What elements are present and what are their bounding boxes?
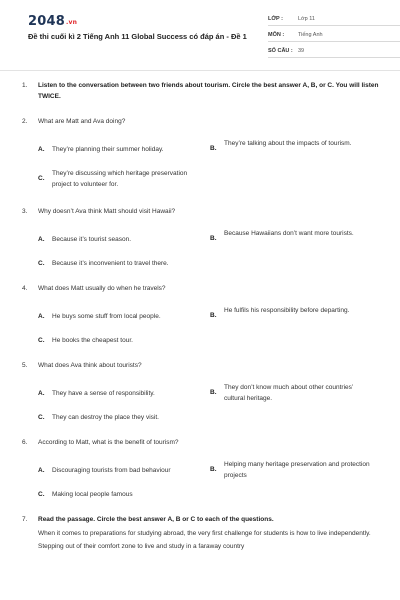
question-number: 6. [22,439,28,446]
question-text: Listen to the conversation between two friends about tourism. Circle the best answer A, B, or C. You will listen TWICE. [38,82,379,100]
meta-key: SỐ CÂU : [268,48,293,54]
option-b[interactable]: B. They don’t know much about other countries’ cultural heritage. [210,384,354,402]
option-a[interactable]: A. Because it’s tourist season. [38,236,132,243]
options-row [38,256,382,283]
site-logo[interactable]: 2048.vn [28,14,78,29]
meta-key: LỚP : [268,16,283,22]
question-number: 3. [22,208,28,215]
question-number: 1. [22,82,28,89]
option-c[interactable]: C. They can destroy the place they visit. [38,414,159,421]
header-divider [0,70,400,71]
options-row [38,136,382,166]
option-a[interactable]: A. They have a sense of responsibility. [38,390,155,397]
option-a[interactable]: A. He buys some stuff from local people. [38,313,161,320]
meta-row-count [268,46,400,58]
option-c[interactable]: C. Making local people famous [38,491,133,498]
question-list [22,80,382,553]
meta-key: MÔN : [268,32,285,38]
question-text: According to Matt, what is the benefit of tourism? [38,439,179,446]
document-header [14,0,386,64]
question-5 [22,360,382,371]
options-row [38,487,382,514]
question-6 [22,437,382,448]
options-row [38,226,382,256]
meta-value: Lớp 11 [298,16,315,22]
question-number: 4. [22,285,28,292]
options-row [38,410,382,437]
page-title: Đề thi cuối kì 2 Tiếng Anh 11 Global Success có đáp án - Đề 1 [28,32,247,41]
question-number: 2. [22,118,28,125]
option-b[interactable]: B. He fulfils his responsibility before departing. [210,307,350,319]
options-row [38,380,382,410]
question-number: 5. [22,362,28,369]
question-text: What does Matt usually do when he travels? [38,285,166,292]
question-text: Why doesn’t Ava think Matt should visit Hawaii? [38,208,176,215]
option-a[interactable]: A. They’re planning their summer holiday. [38,146,164,153]
options-row [38,333,382,360]
reading-passage: When it comes to preparations for studying abroad, the very first challenge for students is how to live independently. Stepping out of their comfort zone to live and study in a faraway country [38,530,371,550]
option-c[interactable]: C. He books the cheapest tour. [38,337,133,344]
options-row [38,166,382,206]
meta-value: 39 [298,48,305,54]
question-text: What does Ava think about tourists? [38,362,142,369]
meta-value: Tiếng Anh [298,32,323,38]
exam-meta [268,14,400,62]
option-b[interactable]: B. Because Hawaiians don’t want more tourists. [210,230,354,242]
question-2 [22,116,382,127]
question-text: Read the passage. Circle the best answer A, B or C to each of the questions. [38,516,274,523]
options-row [38,303,382,333]
question-1 [22,80,382,102]
option-c[interactable]: C. Because it’s inconvenient to travel there. [38,260,169,267]
question-7 [22,514,382,525]
question-number: 7. [22,516,28,523]
option-b[interactable]: B. They’re talking about the impacts of tourism. [210,140,352,152]
option-b[interactable]: B. Helping many heritage preservation and protection projects [210,461,370,479]
question-4 [22,283,382,294]
question-3 [22,206,382,217]
meta-row-subject [268,30,400,42]
option-c[interactable]: C. They’re discussing which heritage preservation project to volunteer for. [38,170,188,188]
question-text: What are Matt and Ava doing? [38,118,126,125]
meta-row-class [268,14,400,26]
options-row [38,457,382,487]
option-a[interactable]: A. Discouraging tourists from bad behaviour [38,467,171,474]
